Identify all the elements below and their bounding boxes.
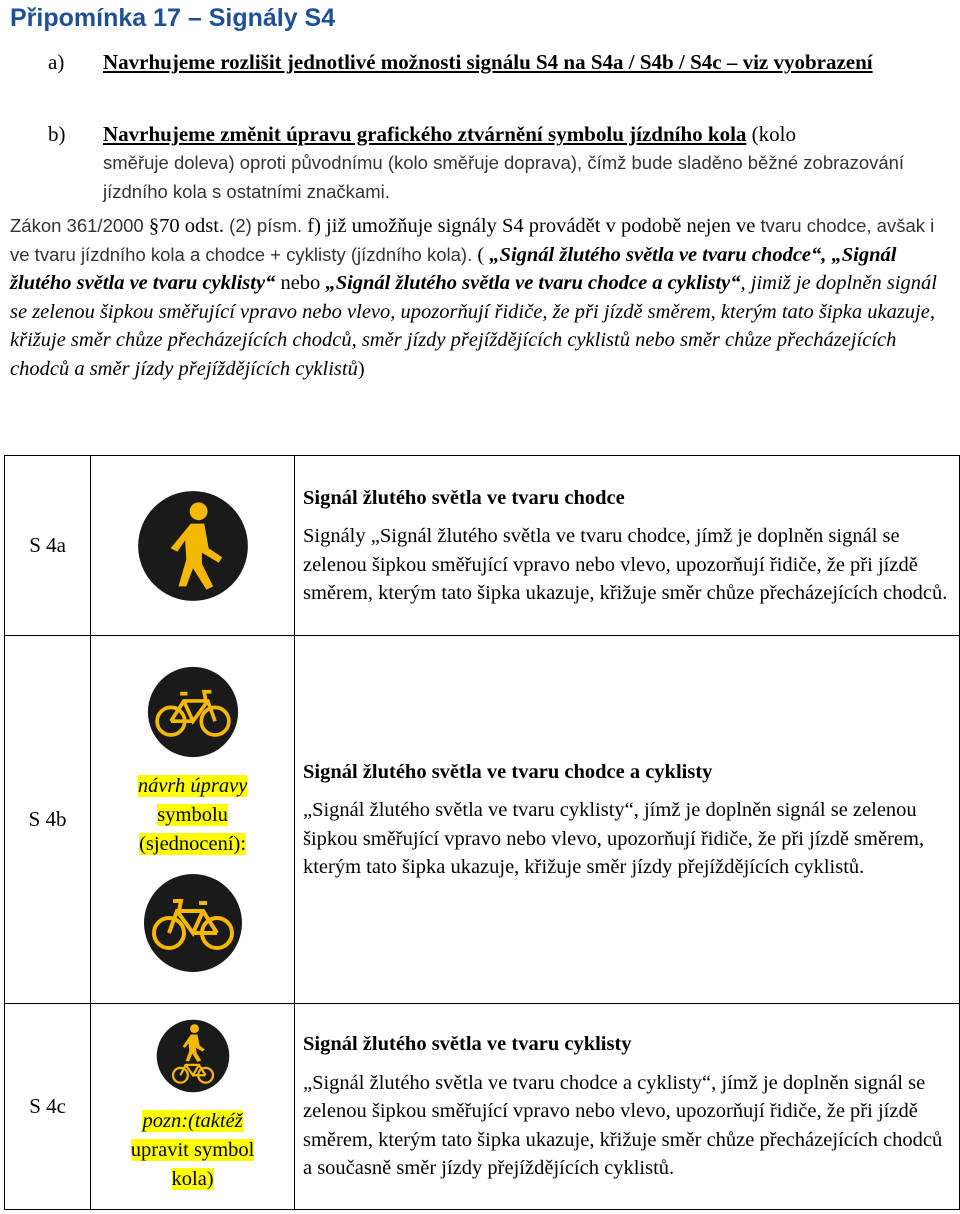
- table-row: [5, 456, 960, 636]
- note-line: upravit symbol: [130, 1139, 255, 1161]
- signal-title: Signál žlutého světla ve tvaru chodce: [302, 486, 625, 509]
- table-row: [5, 1004, 960, 1210]
- item-b-underlined-text: Navrhujeme změnit úpravu grafického ztvárnění symbolu jízdního kola: [103, 122, 747, 146]
- signal-description: [294, 636, 959, 1004]
- item-b-text: směřuje doleva) oproti původnímu (kolo směřuje doprava), čímž bude sladěno běžné zobrazování jízdního kola s ostatními značkami.: [103, 152, 905, 202]
- signal-code: S 4b: [5, 636, 91, 1004]
- highlight-note: [92, 772, 293, 859]
- signal-description: [294, 1004, 959, 1210]
- table-row: [5, 636, 960, 1004]
- or-word: nebo: [275, 272, 326, 294]
- icon-cell: [91, 456, 295, 636]
- item-a-text: Navrhujeme rozlišit jednotlivé možnosti signálu S4 na S4a / S4b / S4c – viz vyobrazení: [103, 50, 873, 74]
- signal-text: „Signál žlutého světla ve tvaru chodce a cyklisty“, jímž je doplněn signál se zelenou šipkou směřující vpravo nebo vlevo, upozorňují řidiče, že při jízdě směrem, kterým tato šipka ukazuje, křižuje směr chůze přecházejících chodců a současně směr jízdy přejíždějících cyklistů.: [302, 1071, 943, 1180]
- list-item-b: [48, 120, 928, 206]
- icon-cell: [91, 636, 295, 1004]
- comma: ,: [821, 243, 832, 266]
- note-line: kola): [171, 1168, 214, 1190]
- law-paragraph: [10, 212, 945, 383]
- note-line: symbolu: [157, 804, 228, 826]
- signals-table: [4, 455, 960, 1210]
- list-item-a: [48, 48, 928, 76]
- signal-title: Signál žlutého světla ve tvaru chodce a cyklisty: [302, 760, 713, 783]
- law-section: §70 odst.: [143, 215, 225, 237]
- icon-cell: [91, 1004, 295, 1210]
- signal-code: S 4a: [5, 456, 91, 636]
- highlight-note: [92, 1107, 293, 1194]
- note-line: (sjednocení):: [139, 833, 247, 855]
- law-letter: (2) písm.: [224, 215, 303, 236]
- item-b-paren: (kolo: [746, 122, 796, 146]
- law-reference: Zákon 361/2000: [10, 215, 144, 236]
- pedestrian-signal-icon: [137, 536, 249, 553]
- paren-close: ): [357, 357, 365, 380]
- note-line: návrh úpravy: [137, 775, 248, 797]
- paren-open: (: [472, 243, 490, 266]
- note-line: pozn:(taktéž: [142, 1110, 243, 1132]
- signal-text: Signály „Signál žlutého světla ve tvaru chodce, jímž je doplněn signál se zelenou šipkou směřující vpravo nebo vlevo, upozorňují řidiče, že při jízdě směrem, kterým tato šipka ukazuje, křižuje směr chůze přecházejících chodců.: [302, 525, 948, 604]
- signal-description: [294, 456, 959, 636]
- quote-pedestrian: „Signál žlutého světla ve tvaru chodce“: [489, 243, 822, 266]
- pedestrian-bicycle-signal-icon: [156, 1047, 230, 1064]
- signal-code: S 4c: [5, 1004, 91, 1210]
- signal-title: Signál žlutého světla ve tvaru cyklisty: [302, 1033, 632, 1056]
- page-heading: Připomínka 17 – Signály S4: [10, 4, 336, 32]
- law-text-2: tvaru chodce, avšak i ve tvaru jízdního kola a chodce + cyklisty (jízdního kola).: [10, 215, 935, 265]
- quote-cyclist: „Signál žlutého světla ve tvaru cyklisty“: [10, 243, 897, 294]
- item-marker: b): [48, 122, 66, 146]
- law-quote-tail: , jimiž je doplněn signál se zelenou šipkou směřující vpravo nebo vlevo, upozorňují řidiče, že při jízdě směrem, kterým tato šipka ukazuje, křižuje směr chůze přecházejících chodců, směr jízdy přejíždějících cyklistů nebo směr chůze přecházejících chodců a směr jízdy přejíždějících cyklistů: [10, 272, 937, 380]
- quote-pedestrian-cyclist: „Signál žlutého světla ve tvaru chodce a cyklisty“: [325, 272, 741, 294]
- bicycle-signal-icon: [143, 914, 243, 931]
- law-text-1: f) již umožňuje signály S4 provádět v podobě nejen ve: [302, 215, 756, 237]
- bicycle-signal-icon: [147, 703, 239, 720]
- item-marker: a): [48, 50, 65, 74]
- signal-text: „Signál žlutého světla ve tvaru cyklisty“, jímž je doplněn signál se zelenou šipkou směřující vpravo nebo vlevo, upozorňují řidiče, že při jízdě směrem, kterým tato šipka ukazuje, křižuje směr jízdy přejíždějících cyklistů.: [302, 799, 925, 878]
